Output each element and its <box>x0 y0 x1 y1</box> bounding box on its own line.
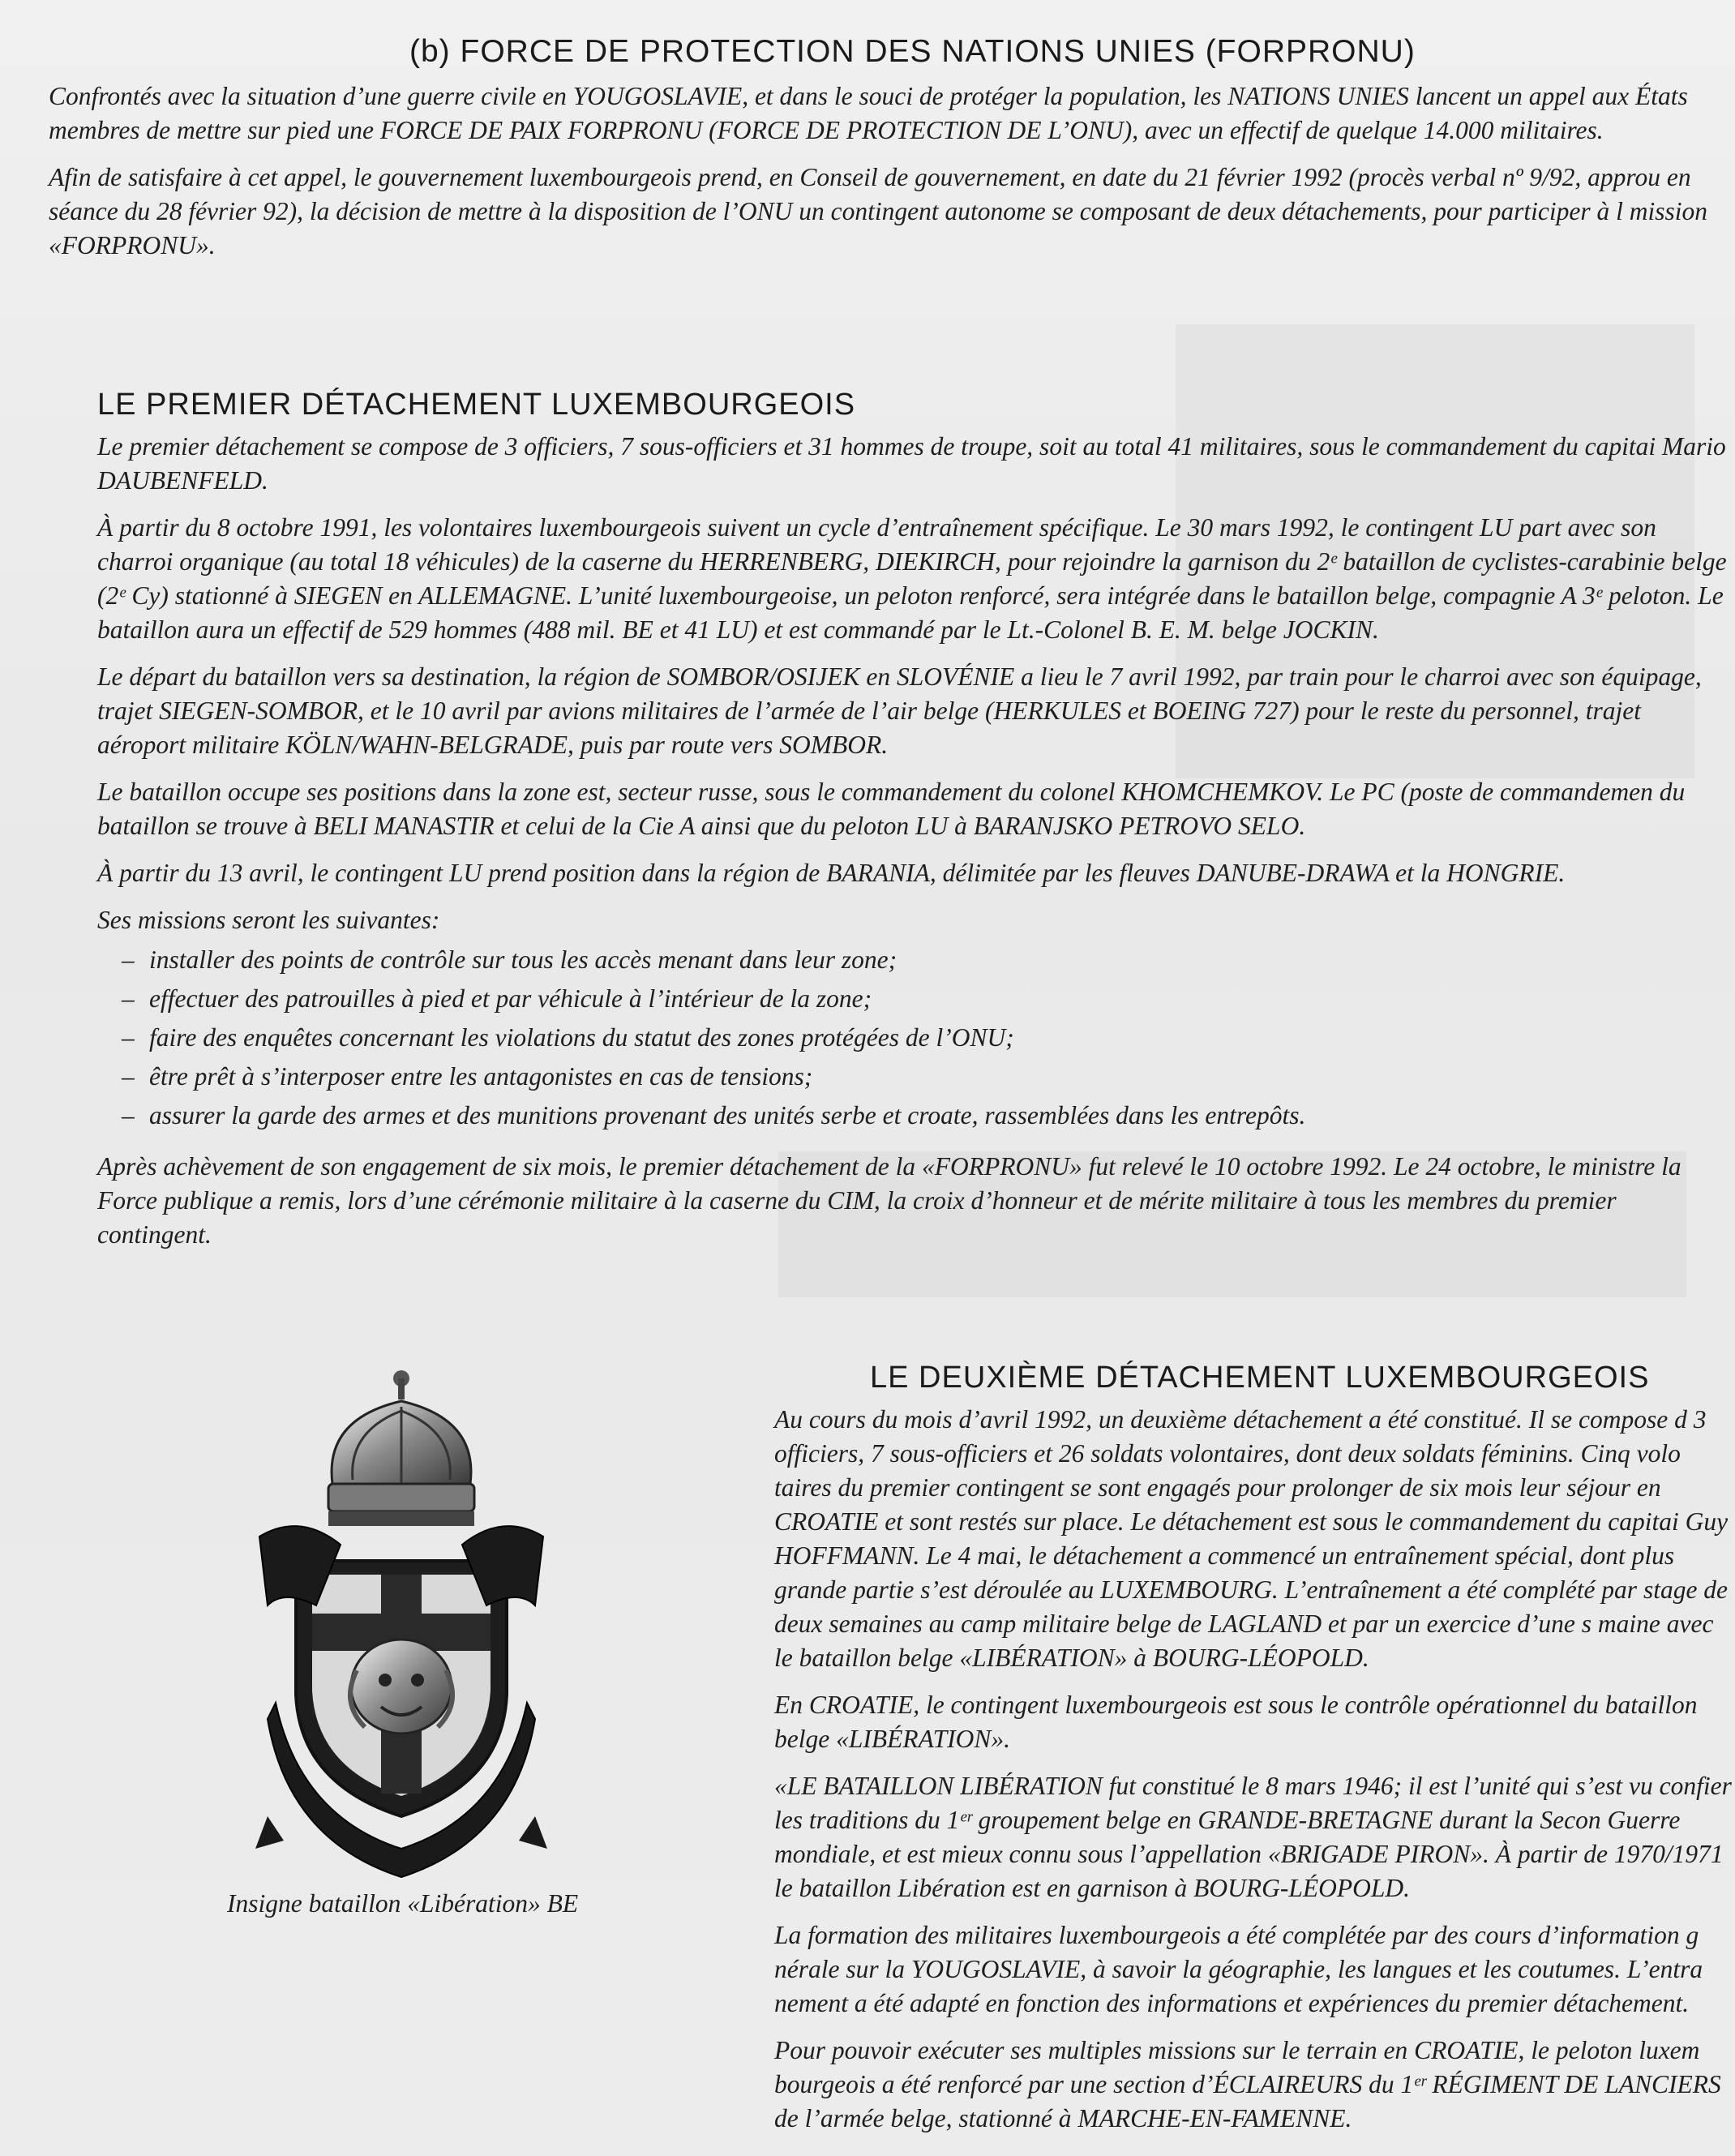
first-detachment-paragraph-4: Le bataillon occupe ses positions dans la zone est, secteur russe, sous le commandement du colonel KHOMCHEMKOV. Le PC (poste de commandemen du bataillon se trouve à BELI MANASTIR et celui de la Cie A ainsi que du peloton LU à BARANJSKO PETROVO SELO. <box>97 778 1686 840</box>
first-detachment-paragraph-1: Le premier détachement se compose de 3 officiers, 7 sous-officiers et 31 hommes de troupe, soit au total 41 militaires, sous le commandement du capitai Mario DAUBENFELD. <box>97 432 1726 495</box>
second-detachment-body <box>774 1403 1735 2149</box>
second-detachment-paragraph-5: Pour pouvoir exécuter ses multiples missions sur le terrain en CROATIE, le peloton luxem bourgeois a été renforcé par une section d’ÉCLAIREURS du 1ᵉʳ RÉGIMENT DE LANCIERS de l’armée belge, stationné à MARCHE-EN-FAMENNE. <box>774 2036 1721 2132</box>
first-detachment-heading: LE PREMIER DÉTACHEMENT LUXEMBOURGEOIS <box>97 388 856 422</box>
second-detachment-paragraph-4: La formation des militaires luxembourgeois a été complétée par des cours d’information g nérale sur la YOUGOSLAVIE, à savoir la géographie, les langues et les coutumes. L’entra nement a été adapté en fonction des informations et expériences du premier détachement. <box>774 1921 1703 2017</box>
section-b-paragraph-2: Afin de satisfaire à cet appel, le gouvernement luxembourgeois prend, en Conseil de gouvernement, en date du 21 février 1992 (procès verbal nº 9/92, approu en séance du 28 février 92), la décision de mettre à la disposition de l’ONU un contingent autonome se composant de deux détachements, pour participer à l mission «FORPRONU». <box>49 163 1707 259</box>
mission-item: – faire des enquêtes concernant les violations du statut des zones protégées de l’ONU; <box>122 1023 1014 1052</box>
first-detachment-paragraph-5: À partir du 13 avril, le contingent LU prend position dans la région de BARANIA, délimitée par les fleuves DANUBE-DRAWA et la HONGRIE. <box>97 859 1566 887</box>
mission-text: faire des enquêtes concernant les violations du statut des zones protégées de l’ONU; <box>149 1023 1014 1052</box>
crown-icon <box>328 1370 474 1526</box>
section-b-body <box>49 79 1735 276</box>
mission-item: – être prêt à s’interposer entre les antagonistes en cas de tensions; <box>122 1062 813 1091</box>
second-detachment-paragraph-2: En CROATIE, le contingent luxembourgeois est sous le contrôle opérationnel du bataillon belge «LIBÉRATION». <box>774 1691 1698 1753</box>
first-detachment-body <box>97 430 1735 1265</box>
shield-icon <box>296 1561 507 1816</box>
insignia-svg <box>251 1362 551 1889</box>
insignia-caption: Insigne bataillon «Libération» BE <box>227 1889 579 1918</box>
second-detachment-paragraph-3: «LE BATAILLON LIBÉRATION fut constitué le 8 mars 1946; il est l’unité qui s’est vu confier les traditions du 1ᵉʳ groupement belge en GRANDE-BRETAGNE durant la Secon Guerre mondiale, et est mieux connu sous l’appellation «BRIGADE PIRON». À partir de 1970/1971 le bataillon Libération est en garnison à BOURG-LÉOPOLD. <box>774 1772 1732 1902</box>
mission-item: – effectuer des patrouilles à pied et par véhicule à l’intérieur de la zone; <box>122 984 872 1013</box>
mission-text: effectuer des patrouilles à pied et par véhicule à l’intérieur de la zone; <box>149 984 872 1013</box>
section-b-paragraph-1: Confrontés avec la situation d’une guerre civile en YOUGOSLAVIE, et dans le souci de protéger la population, les NATIONS UNIES lancent un appel aux États membres de mettre sur pied une FORCE DE PAIX FORPRONU (FORCE DE PROTECTION DE L’ONU), avec un effectif de quelque 14.000 militaires. <box>49 82 1688 144</box>
missions-list <box>122 941 1735 1135</box>
missions-intro: Ses missions seront les suivantes: <box>97 906 440 934</box>
first-detachment-closing: Après achèvement de son engagement de six mois, le premier détachement de la «FORPRONU» fut relevé le 10 octobre 1992. Le 24 octobre, le ministre la Force publique a remis, lors d’une cérémonie militaire à la caserne du CIM, la croix d’honneur et de mérite militaire à tous les membres du premier contingent. <box>97 1152 1681 1249</box>
second-detachment-heading: LE DEUXIÈME DÉTACHEMENT LUXEMBOURGEOIS <box>870 1361 1650 1395</box>
second-detachment-paragraph-1: Au cours du mois d’avril 1992, un deuxième détachement a été constitué. Il se compose d 3 officiers, 7 sous-officiers et 26 soldats volontaires, dont deux soldats féminins. Cinq volo taires du premier contingent se sont engagés pour prolonger de six mois leur séjour en CROATIE et sont restés sur place. Le détachement est sous le commandement du capitai Guy HOFFMANN. Le 4 mai, le détachement a commencé un entraînement spécial, dont plus grande partie s’est déroulée au LUXEMBOURG. L’entraînement a été complété par stage de deux semaines au camp militaire belge de LAGLAND et par un exercice d’une s maine avec le bataillon belge «LIBÉRATION» à BOURG-LÉOPOLD. <box>774 1405 1729 1672</box>
mission-item: – installer des points de contrôle sur tous les accès menant dans leur zone; <box>122 945 897 974</box>
mission-text: assurer la garde des armes et des munitions provenant des unités serbe et croate, rassemblées dans les entrepôts. <box>149 1101 1306 1129</box>
first-detachment-paragraph-3: Le départ du bataillon vers sa destination, la région de SOMBOR/OSIJEK en SLOVÉNIE a lieu le 7 avril 1992, par train pour le charroi avec son équipage, trajet SIEGEN-SOMBOR, et le 10 avril par avions militaires de l’armée de l’air belge (HERKULES et BOEING 727) pour le reste du personnel, trajet aéroport militaire KÖLN/WAHN-BELGRADE, puis par route vers SOMBOR. <box>97 662 1702 759</box>
insignia-image <box>251 1362 551 1889</box>
mission-text: être prêt à s’interposer entre les antagonistes en cas de tensions; <box>149 1062 813 1091</box>
mission-item: – assurer la garde des armes et des munitions provenant des unités serbe et croate, rassemblées dans les entrepôts. <box>122 1101 1306 1129</box>
mission-text: installer des points de contrôle sur tous les accès menant dans leur zone; <box>149 945 897 974</box>
section-b-heading: (b) FORCE DE PROTECTION DES NATIONS UNIES (FORPRONU) <box>409 34 1416 69</box>
first-detachment-paragraph-2: À partir du 8 octobre 1991, les volontaires luxembourgeois suivent un cycle d’entraînement spécifique. Le 30 mars 1992, le contingent LU part avec son charroi organique (au total 18 véhicules) de la caserne du HERRENBERG, DIEKIRCH, pour rejoindre la garnison du 2ᵉ bataillon de cyclistes-carabinie belge (2ᵉ Cy) stationné à SIEGEN en ALLEMAGNE. L’unité luxembourgeoise, un peloton renforcé, sera intégrée dans le bataillon belge, compagnie A 3ᵉ peloton. Le bataillon aura un effectif de 529 hommes (488 mil. BE et 41 LU) et est commandé par le Lt.-Colonel B. E. M. belge JOCKIN. <box>97 513 1727 644</box>
